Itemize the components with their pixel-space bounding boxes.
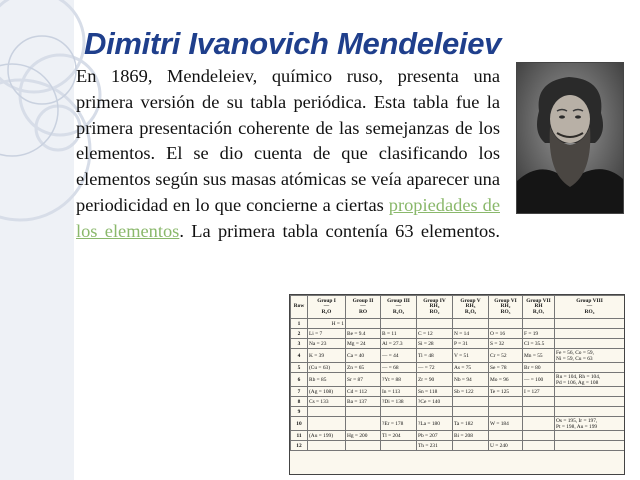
row-number-cell: 10 bbox=[291, 417, 308, 431]
element-cell: Si = 28 bbox=[417, 339, 453, 349]
element-cell: Cs = 133 bbox=[308, 397, 346, 407]
element-cell: S = 32 bbox=[489, 339, 523, 349]
header-group-8: Group VIII — RO₄ bbox=[555, 296, 625, 319]
element-cell: Mg = 24 bbox=[346, 339, 381, 349]
element-cell: Ba = 137 bbox=[346, 397, 381, 407]
row-number-cell: 7 bbox=[291, 387, 308, 397]
element-cell: Tl = 204 bbox=[381, 431, 417, 441]
element-cell: Pb = 207 bbox=[417, 431, 453, 441]
paragraph-text-start: En 1869, Mendeleiev, químico ruso, presenta una primera versión de su tabla periódica. Esta tabla fue la primera presentación coherente de las semejanzas de los elementos. El se dio cuenta de que clasificando los elementos según sus masas atómicas se veía aparecer una periodicidad en lo que concierne a ciertas bbox=[76, 66, 500, 215]
element-cell: Nb = 94 bbox=[453, 373, 489, 387]
header-group-4: Group IV RH₄ RO₂ bbox=[417, 296, 453, 319]
header-group-3: Group III — R₂O₃ bbox=[381, 296, 417, 319]
element-cell bbox=[523, 417, 555, 431]
element-cell bbox=[555, 329, 625, 339]
element-cell: ?Di = 138 bbox=[381, 397, 417, 407]
element-cell: — = 100 bbox=[523, 373, 555, 387]
element-cell bbox=[346, 319, 381, 329]
element-cell bbox=[523, 431, 555, 441]
table-row bbox=[291, 329, 625, 339]
element-cell bbox=[523, 397, 555, 407]
element-cell bbox=[555, 407, 625, 417]
element-cell: Cd = 112 bbox=[346, 387, 381, 397]
element-cell bbox=[308, 407, 346, 417]
element-cell: Ca = 40 bbox=[346, 349, 381, 363]
row-number-cell: 3 bbox=[291, 339, 308, 349]
element-cell: Cl = 35.5 bbox=[523, 339, 555, 349]
portrait-illustration bbox=[517, 63, 623, 213]
element-cell: U = 240 bbox=[489, 441, 523, 451]
element-cell: Be = 9.4 bbox=[346, 329, 381, 339]
periodic-table-image bbox=[289, 294, 625, 475]
header-group-2: Group II — RO bbox=[346, 296, 381, 319]
row-number-cell: 11 bbox=[291, 431, 308, 441]
slide-title: Dimitri Ivanovich Mendeleiev bbox=[84, 26, 502, 61]
element-cell: — = 68 bbox=[381, 363, 417, 373]
element-cell: Ru = 104, Rh = 104, Pd = 106, Ag = 108 bbox=[555, 373, 625, 387]
element-cell: ?Er = 178 bbox=[381, 417, 417, 431]
table-row bbox=[291, 431, 625, 441]
element-cell bbox=[453, 397, 489, 407]
element-cell: ?La = 180 bbox=[417, 417, 453, 431]
table-row bbox=[291, 339, 625, 349]
element-cell: K = 39 bbox=[308, 349, 346, 363]
element-cell: In = 113 bbox=[381, 387, 417, 397]
element-cell: Sb = 122 bbox=[453, 387, 489, 397]
table-header-row bbox=[291, 296, 625, 319]
element-cell bbox=[308, 441, 346, 451]
element-cell: Li = 7 bbox=[308, 329, 346, 339]
element-cell bbox=[555, 397, 625, 407]
element-cell: Cr = 52 bbox=[489, 349, 523, 363]
body-paragraph bbox=[76, 64, 500, 245]
element-cell: ?Yt = 88 bbox=[381, 373, 417, 387]
properties-link[interactable]: propiedades de los elementos bbox=[76, 194, 500, 241]
element-cell bbox=[523, 319, 555, 329]
element-cell: W = 184 bbox=[489, 417, 523, 431]
element-cell: Te = 125 bbox=[489, 387, 523, 397]
element-cell bbox=[346, 417, 381, 431]
element-cell: Se = 78 bbox=[489, 363, 523, 373]
element-cell: ?Ce = 140 bbox=[417, 397, 453, 407]
table-row bbox=[291, 441, 625, 451]
element-cell: Ti = 48 bbox=[417, 349, 453, 363]
element-cell: Sr = 87 bbox=[346, 373, 381, 387]
element-cell: Mn = 55 bbox=[523, 349, 555, 363]
row-number-cell: 1 bbox=[291, 319, 308, 329]
element-cell bbox=[453, 407, 489, 417]
element-cell: B = 11 bbox=[381, 329, 417, 339]
element-cell bbox=[555, 319, 625, 329]
element-cell: (Cu = 63) bbox=[308, 363, 346, 373]
header-group-1: Group I — R₂O bbox=[308, 296, 346, 319]
element-cell: P = 31 bbox=[453, 339, 489, 349]
element-cell bbox=[489, 397, 523, 407]
element-cell: V = 51 bbox=[453, 349, 489, 363]
element-cell: Br = 80 bbox=[523, 363, 555, 373]
element-cell bbox=[489, 407, 523, 417]
element-cell: Zr = 90 bbox=[417, 373, 453, 387]
element-cell: C = 12 bbox=[417, 329, 453, 339]
element-cell: I = 127 bbox=[523, 387, 555, 397]
row-number-cell: 8 bbox=[291, 397, 308, 407]
element-cell: Mo = 96 bbox=[489, 373, 523, 387]
mendeleiev-portrait bbox=[516, 62, 624, 214]
element-cell: Al = 27.3 bbox=[381, 339, 417, 349]
element-cell: Bi = 208 bbox=[453, 431, 489, 441]
row-number-cell: 9 bbox=[291, 407, 308, 417]
element-cell: N = 14 bbox=[453, 329, 489, 339]
element-cell: F = 19 bbox=[523, 329, 555, 339]
element-cell: Fe = 56, Co = 59, Ni = 59, Cu = 63 bbox=[555, 349, 625, 363]
element-cell: Os = 195, Ir = 197, Pt = 198, Au = 199 bbox=[555, 417, 625, 431]
element-cell: Ta = 182 bbox=[453, 417, 489, 431]
element-cell bbox=[523, 441, 555, 451]
row-number-cell: 12 bbox=[291, 441, 308, 451]
row-number-cell: 6 bbox=[291, 373, 308, 387]
table-row bbox=[291, 387, 625, 397]
table-row bbox=[291, 407, 625, 417]
element-cell: Na = 23 bbox=[308, 339, 346, 349]
element-cell: (Ag = 108) bbox=[308, 387, 346, 397]
element-cell bbox=[523, 407, 555, 417]
row-number-cell: 4 bbox=[291, 349, 308, 363]
element-cell bbox=[555, 441, 625, 451]
header-group-6: Group VI RH₂ RO₃ bbox=[489, 296, 523, 319]
table-row bbox=[291, 319, 625, 329]
element-cell bbox=[417, 407, 453, 417]
element-cell: As = 75 bbox=[453, 363, 489, 373]
row-number-cell: 5 bbox=[291, 363, 308, 373]
element-cell: — = 72 bbox=[417, 363, 453, 373]
table-body bbox=[291, 319, 625, 451]
element-cell: H = 1 bbox=[308, 319, 346, 329]
element-cell: Zn = 65 bbox=[346, 363, 381, 373]
element-cell bbox=[346, 407, 381, 417]
element-cell bbox=[555, 387, 625, 397]
element-cell bbox=[381, 319, 417, 329]
header-group-7: Group VII RH R₂O₇ bbox=[523, 296, 555, 319]
header-row-label: Row bbox=[291, 296, 308, 319]
element-cell: Hg = 200 bbox=[346, 431, 381, 441]
header-group-5: Group V RH₃ R₂O₅ bbox=[453, 296, 489, 319]
element-cell bbox=[489, 319, 523, 329]
element-cell bbox=[555, 363, 625, 373]
element-cell bbox=[381, 441, 417, 451]
mendeleev-periodic-table bbox=[290, 295, 625, 451]
row-number-cell: 2 bbox=[291, 329, 308, 339]
paragraph-text-end: . La primera tabla contenía 63 elementos. bbox=[179, 220, 500, 241]
element-cell: Rb = 85 bbox=[308, 373, 346, 387]
element-cell bbox=[453, 319, 489, 329]
table-row bbox=[291, 349, 625, 363]
table-row bbox=[291, 397, 625, 407]
element-cell bbox=[453, 441, 489, 451]
element-cell: O = 16 bbox=[489, 329, 523, 339]
element-cell bbox=[417, 319, 453, 329]
element-cell: Sn = 118 bbox=[417, 387, 453, 397]
element-cell bbox=[555, 431, 625, 441]
element-cell bbox=[308, 417, 346, 431]
table-row bbox=[291, 363, 625, 373]
element-cell bbox=[346, 441, 381, 451]
element-cell bbox=[555, 339, 625, 349]
table-row bbox=[291, 373, 625, 387]
element-cell bbox=[489, 431, 523, 441]
element-cell: Th = 231 bbox=[417, 441, 453, 451]
table-row bbox=[291, 417, 625, 431]
element-cell: (Au = 199) bbox=[308, 431, 346, 441]
element-cell bbox=[381, 407, 417, 417]
element-cell: — = 44 bbox=[381, 349, 417, 363]
